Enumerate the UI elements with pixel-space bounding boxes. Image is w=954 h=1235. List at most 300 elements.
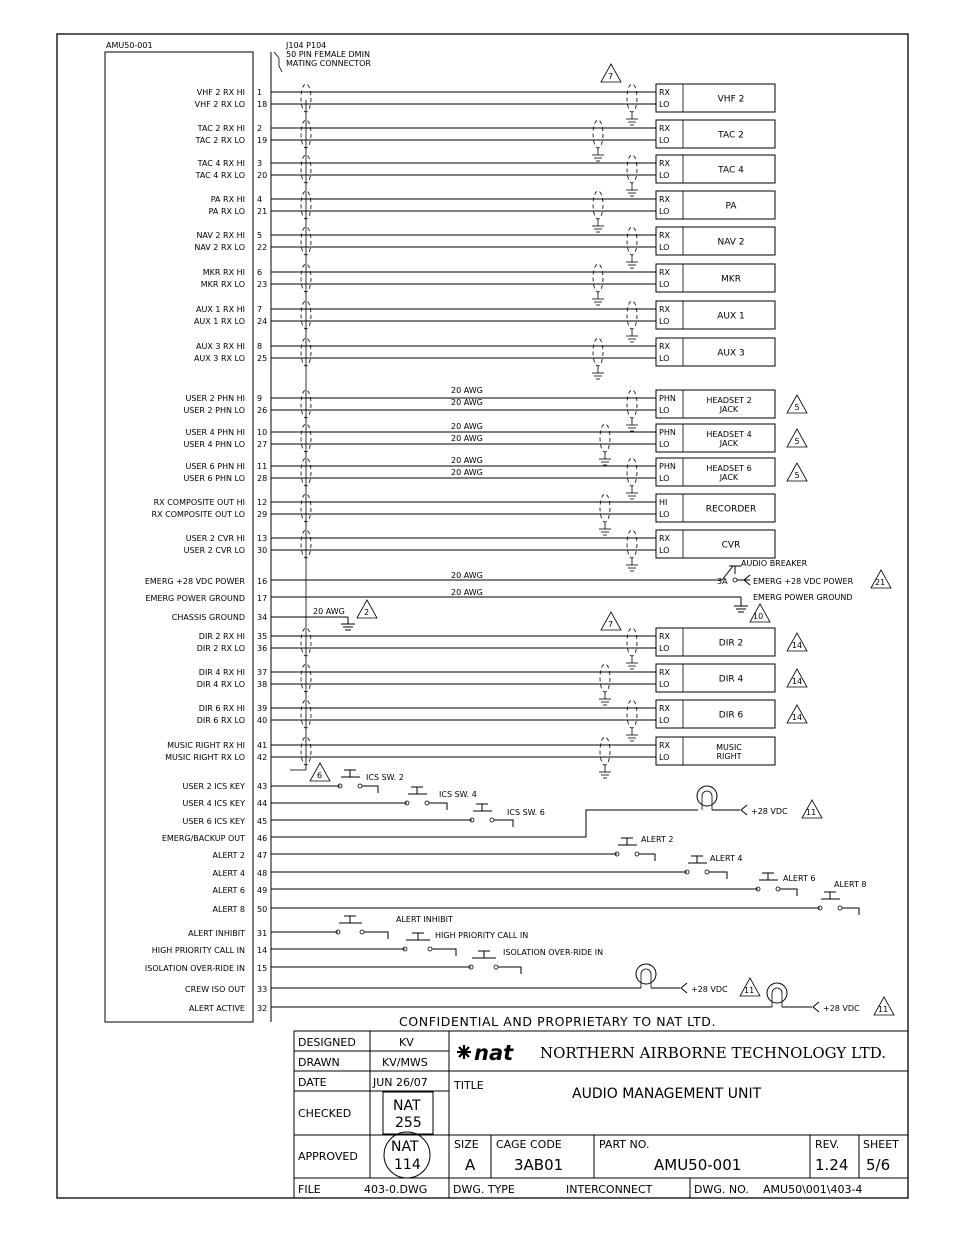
switch-contact [425,801,429,805]
pin-number: 33 [257,985,268,994]
signal-label: VHF 2 RX LO [194,100,245,109]
lamp [697,786,717,806]
device-pin-hi: RX [659,124,671,133]
signal-label: NAV 2 RX HI [196,231,245,240]
switch-label: ALERT INHIBIT [396,915,453,924]
signal-label: ALERT 2 [212,851,245,860]
shield-right [600,737,610,765]
device-pin-lo: LO [659,171,670,180]
device-4 [656,227,775,255]
pin-number: 39 [257,704,268,713]
device-pin-hi: RX [659,741,671,750]
device-pin-hi: HI [659,498,668,507]
device-name: CVR [721,540,741,551]
note-number: 21 [875,578,886,587]
shield-right [593,191,603,219]
shield-right [627,700,637,728]
note-number: 14 [791,677,803,686]
shield-right [600,664,610,692]
device-pin-hi: RX [659,231,671,240]
pin-rows [145,88,267,1013]
shield-right [627,628,637,656]
signal-label: DIR 4 RX LO [196,680,245,689]
note-number: 5 [794,437,800,446]
device-name: DIR 2 [718,638,744,649]
signal-label: MUSIC RIGHT RX HI [167,741,245,750]
switch-label: HIGH PRIORITY CALL IN [435,931,529,940]
device-pin-hi: RX [659,88,671,97]
approved-label: APPROVED [298,1150,358,1163]
connector-bracket [274,52,282,72]
pin-number: 3 [257,159,263,168]
connector-label-2: 50 PIN FEMALE DMIN [286,50,370,59]
device-box [656,338,775,366]
lamp-filament [641,969,651,988]
device-pin-lo: LO [659,753,670,762]
pin-number: 27 [257,440,268,449]
switch-label: ICS SW. 4 [439,790,477,799]
shield-right [627,530,637,558]
switch-contact [490,818,494,822]
device-name: HEADSET 6 [706,464,752,473]
pin-number: 44 [257,799,268,808]
switch-label: ICS SW. 6 [507,808,545,817]
approved-stamp-2: 114 [394,1157,421,1173]
device-box [656,700,775,728]
signal-label: NAV 2 RX LO [194,243,245,252]
signal-label: USER 2 PHN LO [183,406,245,415]
wire [362,786,378,793]
device-name-2: JACK [719,473,739,482]
signal-label: TAC 2 RX HI [197,124,245,133]
note-number: 2 [364,608,370,617]
signal-label: MKR RX LO [200,280,245,289]
approved-stamp-1: NAT [391,1139,419,1155]
part-value: AMU50-001 [654,1156,742,1174]
device-pin-hi: RX [659,268,671,277]
device-pin-lo: LO [659,644,670,653]
emerg-power-label: EMERG +28 VDC POWER [753,577,854,586]
device-box [656,628,775,656]
signal-label: PA RX LO [208,207,245,216]
pin-number: 37 [257,668,268,677]
inhibit-switches [271,916,521,974]
device-name: RECORDER [705,504,757,515]
designed-label: DESIGNED [298,1036,356,1049]
pin-number: 7 [257,305,263,314]
device-7 [656,338,775,366]
signal-label: CREW ISO OUT [185,985,245,994]
pin-number: 45 [257,817,268,826]
pin-number: 47 [257,851,268,860]
device-name: DIR 6 [718,710,744,721]
device-pin-lo: LO [659,474,670,483]
device-name: MKR [721,274,741,285]
pin-number: 41 [257,741,268,750]
device-pin-lo: LO [659,440,670,449]
signal-label: USER 4 PHN LO [183,440,245,449]
device-pin-hi: RX [659,305,671,314]
note-number: 6 [317,771,323,780]
note-number: 5 [794,403,800,412]
signal-label: VHF 2 RX HI [196,88,245,97]
device-box [656,191,775,219]
device-name: HEADSET 2 [706,396,752,405]
device-name-2: RIGHT [716,752,742,761]
cage-value: 3AB01 [514,1156,564,1174]
device-2 [656,155,775,183]
signal-label: EMERG +28 VDC POWER [144,577,245,586]
pin-number: 10 [257,428,268,437]
pin-number: 46 [257,834,268,843]
drawing-title: AUDIO MANAGEMENT UNIT [572,1086,762,1102]
pin-number: 5 [257,231,263,240]
drawn-value: KV/MWS [382,1056,428,1069]
device-pin-lo: LO [659,680,670,689]
designed-value: KV [399,1036,414,1049]
signal-label: ALERT ACTIVE [188,1004,245,1013]
device-box [656,264,775,292]
pin-number: 36 [257,644,268,653]
pin-number: 12 [257,498,268,507]
device-9 [656,424,807,452]
note-number: 14 [791,713,803,722]
device-pin-hi: PHN [659,394,676,403]
pin-number: 1 [257,88,263,97]
note-number: 11 [878,1005,889,1014]
signal-label: PA RX HI [210,195,245,204]
signal-label: DIR 4 RX HI [198,668,245,677]
device-1 [656,120,775,148]
connector-label-3: MATING CONNECTOR [286,59,371,68]
device-15 [656,700,807,728]
shield-right [600,424,610,452]
dwgtype-label: DWG. TYPE [453,1183,515,1196]
signal-label: EMERG POWER GROUND [145,594,245,603]
device-name: HEADSET 4 [706,430,752,439]
signal-label: AUX 3 RX HI [196,342,245,351]
pin-number: 16 [257,577,268,586]
title-label: TITLE [454,1079,484,1092]
pin-number: 18 [257,100,268,109]
pin-number: 31 [257,929,268,938]
device-pin-lo: LO [659,136,670,145]
shield-right [627,301,637,329]
device-name: NAV 2 [717,237,745,248]
lamp-filament [772,988,782,1007]
pin-number: 30 [257,546,268,555]
device-name: AUX 1 [717,311,745,322]
dwgno-value: AMU50\001\403-4 [763,1183,863,1196]
pin-number: 40 [257,716,268,725]
power-arrow [813,1002,819,1012]
shield-right [627,390,637,418]
device-box [656,530,775,558]
device-pin-hi: PHN [659,462,676,471]
pin-number: 22 [257,243,268,252]
signal-label: RX COMPOSITE OUT LO [151,510,245,519]
star-logo-icon [457,1045,471,1059]
awg-label: 20 AWG [451,386,483,395]
size-label: SIZE [454,1138,479,1151]
pin-number: 15 [257,964,268,973]
cage-label: CAGE CODE [496,1138,562,1151]
signal-label: ALERT INHIBIT [188,929,245,938]
device-box [656,155,775,183]
switch-label: ALERT 6 [783,874,816,883]
wire [429,803,447,810]
unit-label: AMU50-001 [106,41,153,50]
signal-label: TAC 4 RX LO [195,171,245,180]
signal-label: ISOLATION OVER-RIDE IN [144,964,245,973]
pin-number: 4 [257,195,263,204]
rev-value: 1.24 [815,1156,849,1174]
pin-number: 43 [257,782,268,791]
device-8 [656,390,807,418]
dwgno-label: DWG. NO. [694,1183,749,1196]
device-pin-hi: RX [659,195,671,204]
lamp-filament [702,791,712,810]
switch-contact [358,784,362,788]
pin-number: 38 [257,680,268,689]
signal-label: ALERT 4 [212,869,245,878]
signal-label: ALERT 8 [212,905,245,914]
device-pin-lo: LO [659,100,670,109]
device-10 [656,458,807,486]
shield-right [593,120,603,148]
device-name: TAC 4 [718,165,744,176]
signal-label: USER 4 PHN HI [185,428,245,437]
signal-label: USER 2 CVR HI [185,534,245,543]
lamp [636,964,656,984]
pin-number: 11 [257,462,268,471]
sheet-label: SHEET [863,1138,899,1151]
shield-right [600,494,610,522]
company-logo: nat [474,1041,514,1065]
device-name: PA [725,201,737,212]
device-pin-lo: LO [659,716,670,725]
pin-number: 48 [257,869,268,878]
awg-label: 20 AWG [451,468,483,477]
confidential-notice: CONFIDENTIAL AND PROPRIETARY TO NAT LTD. [399,1014,717,1029]
awg-label: 20 AWG [451,434,483,443]
shield-right [627,458,637,486]
breaker-contact [733,578,737,582]
note-number: 5 [794,471,800,480]
device-name: VHF 2 [717,94,745,105]
awg-label: 20 AWG [451,456,483,465]
shielded-pairs [271,84,656,778]
device-name: AUX 3 [717,348,745,359]
device-pin-hi: RX [659,668,671,677]
pin-number: 35 [257,632,268,641]
devices [656,84,807,765]
pin-number: 42 [257,753,268,762]
file-value: 403-0.DWG [364,1183,428,1196]
sheet-value: 5/6 [866,1156,891,1174]
signal-label: TAC 2 RX LO [195,136,245,145]
pin-number: 14 [257,946,268,955]
note-number: 11 [744,986,755,995]
signal-label: AUX 1 RX HI [196,305,245,314]
company-name: NORTHERN AIRBORNE TECHNOLOGY LTD. [540,1044,887,1062]
device-5 [656,264,775,292]
vdc-label: +28 VDC [823,1004,860,1013]
checked-stamp-1: NAT [393,1098,421,1114]
awg-label: 20 AWG [451,422,483,431]
device-16 [656,737,775,765]
part-label: PART NO. [599,1138,650,1151]
device-box [656,664,775,692]
signal-label: USER 6 ICS KEY [182,817,245,826]
shield-right [627,155,637,183]
device-box [656,84,775,112]
device-pin-hi: RX [659,632,671,641]
awg-label: 20 AWG [313,607,345,616]
shield-right [627,84,637,112]
signal-label: TAC 4 RX HI [197,159,245,168]
wire [494,820,513,827]
signal-label: MKR RX HI [202,268,245,277]
device-6 [656,301,775,329]
device-0 [656,84,775,112]
device-14 [656,664,807,692]
device-pin-lo: LO [659,546,670,555]
device-pin-lo: LO [659,280,670,289]
signal-label: USER 4 ICS KEY [182,799,245,808]
awg-label: 20 AWG [451,571,483,580]
signal-label: USER 6 PHN LO [183,474,245,483]
device-13 [656,628,807,656]
switch-label: ICS SW. 2 [366,773,404,782]
device-name: TAC 2 [718,130,744,141]
pin-number: 26 [257,406,268,415]
pin-number: 32 [257,1004,268,1013]
signal-label: DIR 6 RX HI [198,704,245,713]
signal-label: USER 2 CVR LO [183,546,245,555]
pin-number: 23 [257,280,268,289]
power-arrow [741,805,747,815]
emerg-ground-label: EMERG POWER GROUND [753,593,853,602]
shield-right [593,338,603,366]
note-number: 14 [791,641,803,650]
signal-label: HIGH PRIORITY CALL IN [151,946,245,955]
pin-number: 19 [257,136,268,145]
pin-number: 50 [257,905,268,914]
signal-label: EMERG/BACKUP OUT [161,834,245,843]
pin-number: 21 [257,207,268,216]
device-pin-hi: RX [659,534,671,543]
signal-label: MUSIC RIGHT RX LO [165,753,245,762]
rev-label: REV. [815,1138,840,1151]
awg-label: 20 AWG [451,398,483,407]
pin-number: 13 [257,534,268,543]
device-pin-hi: RX [659,704,671,713]
signal-label: AUX 1 RX LO [193,317,245,326]
checked-stamp-2: 255 [395,1115,422,1131]
pin-number: 25 [257,354,268,363]
signal-label: DIR 2 RX HI [198,632,245,641]
pin-number: 29 [257,510,268,519]
signal-label: DIR 2 RX LO [196,644,245,653]
note-number: 7 [608,620,614,629]
switch-label: ALERT 8 [834,880,867,889]
date-value: JUN 26/07 [373,1076,428,1089]
device-pin-hi: PHN [659,428,676,437]
checked-label: CHECKED [298,1107,352,1120]
device-pin-lo: LO [659,207,670,216]
device-pin-hi: RX [659,342,671,351]
shield-right [627,227,637,255]
device-pin-lo: LO [659,243,670,252]
pin-number: 34 [257,613,268,622]
awg-label: 20 AWG [451,588,483,597]
vdc-label: +28 VDC [691,985,728,994]
device-box [656,301,775,329]
device-pin-lo: LO [659,406,670,415]
pin-number: 6 [257,268,263,277]
wire [271,810,698,837]
device-pin-lo: LO [659,510,670,519]
dwgtype-value: INTERCONNECT [566,1183,653,1196]
signal-label: USER 2 PHN HI [185,394,245,403]
pin-number: 17 [257,594,268,603]
vdc-label: +28 VDC [751,807,788,816]
note-number: 10 [753,612,764,621]
pin-number: 2 [257,124,263,133]
connector-label-1: J104 P104 [286,41,327,50]
switch-label: ALERT 4 [710,854,743,863]
switch-label: ALERT 2 [641,835,674,844]
note-number: 11 [806,808,817,817]
pin-number: 49 [257,886,268,895]
alert-switches [271,838,859,915]
lamp [767,983,787,1003]
size-value: A [465,1156,476,1174]
device-box [656,120,775,148]
drawn-label: DRAWN [298,1056,340,1069]
date-label: DATE [298,1076,327,1089]
device-12 [656,530,775,558]
device-pin-hi: RX [659,159,671,168]
pin-number: 8 [257,342,263,351]
file-label: FILE [298,1183,321,1196]
signal-label: RX COMPOSITE OUT HI [153,498,245,507]
switch-label: ISOLATION OVER-RIDE IN [503,948,604,957]
signal-label: CHASSIS GROUND [171,613,245,622]
device-name: MUSIC [716,743,742,752]
device-3 [656,191,775,219]
note-number: 7 [608,72,614,81]
breaker-label: AUDIO BREAKER [741,559,808,568]
signal-label: USER 2 ICS KEY [182,782,245,791]
signal-label: USER 6 PHN HI [185,462,245,471]
device-pin-lo: LO [659,317,670,326]
device-pin-lo: LO [659,354,670,363]
shield-right [593,264,603,292]
device-name-2: JACK [719,405,739,414]
signal-label: ALERT 6 [212,886,245,895]
device-box [656,227,775,255]
device-name: DIR 4 [718,674,744,685]
pin-number: 9 [257,394,263,403]
pin-number: 28 [257,474,268,483]
signal-label: AUX 3 RX LO [193,354,245,363]
device-11 [656,494,775,522]
device-name-2: JACK [719,439,739,448]
pin-number: 24 [257,317,268,326]
power-arrow [681,983,687,993]
